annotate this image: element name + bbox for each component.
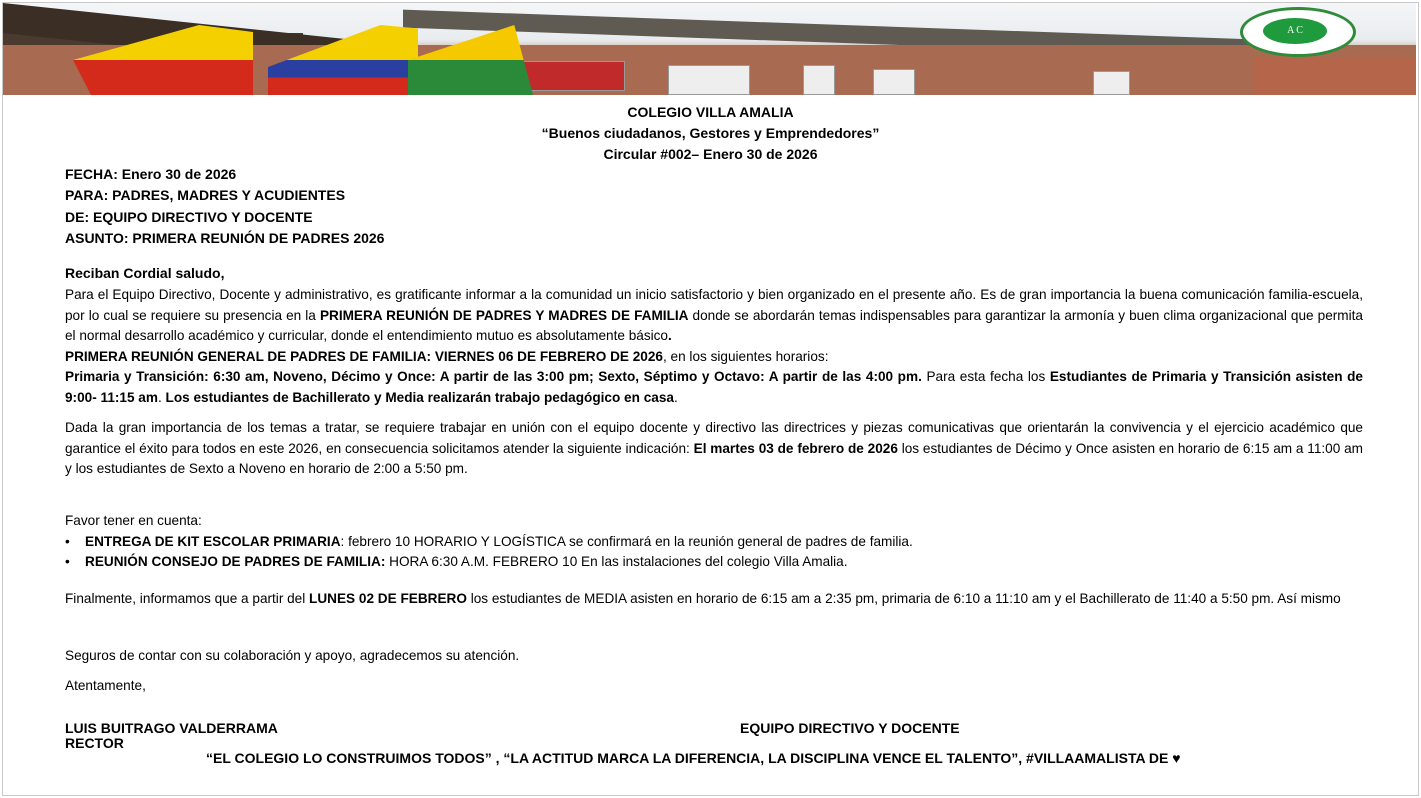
notes-intro: Favor tener en cuenta:	[65, 513, 202, 528]
list-item: • REUNIÓN CONSEJO DE PADRES DE FAMILIA: HORA 6:30 A.M. FEBRERO 10 En las instalaciones del colegio Villa Amalia.	[65, 552, 1363, 573]
signature-role: RECTOR	[65, 735, 124, 751]
paragraph-intro: Para el Equipo Directivo, Docente y administrativo, es gratificante informar a la comunidad un inicio satisfactorio y bien organizado en el presente año. Es de gran importancia la buena comunicación familia-escuela, por lo cual se requiere su presencia en la PRIMERA REUNIÓN DE PADRES Y MADRES DE FAMILIA donde se abordarán temas indispensables para garantizar la armonía y buen clima organizacional que permita el normal desarrollo académico y curricular, donde el entendimiento mutuo es absolutamente básico.	[65, 287, 1363, 343]
meta-para: PARA: PADRES, MADRES Y ACUDIENTES	[65, 187, 346, 203]
flag-icon	[408, 25, 533, 95]
meta-asunto: ASUNTO: PRIMERA REUNIÓN DE PADRES 2026	[65, 230, 385, 246]
school-logo: A C	[1240, 7, 1356, 57]
circular-number: Circular #002– Enero 30 de 2026	[603, 146, 818, 162]
meta-fecha: FECHA: Enero 30 de 2026	[65, 166, 237, 182]
school-motto: “Buenos ciudadanos, Gestores y Emprendedores”	[541, 125, 880, 141]
body-paragraphs	[65, 285, 1363, 480]
closing-regards: Atentamente,	[65, 678, 146, 693]
greeting: Reciban Cordial saludo,	[65, 265, 225, 281]
paragraph-meeting: PRIMERA REUNIÓN GENERAL DE PADRES DE FAMILIA: VIERNES 06 DE FEBRERO DE 2026, en los siguientes horarios:	[65, 348, 829, 364]
list-item: • ENTREGA DE KIT ESCOLAR PRIMARIA: febrero 10 HORARIO Y LOGÍSTICA se confirmará en la reunión general de padres de familia.	[65, 532, 1363, 553]
signature-team: EQUIPO DIRECTIVO Y DOCENTE	[740, 720, 960, 736]
signature-name: LUIS BUITRAGO VALDERRAMA	[65, 720, 278, 736]
footer-slogan: “EL COLEGIO LO CONSTRUIMOS TODOS” , “LA ACTITUD MARCA LA DIFERENCIA, LA DISCIPLINA VENCE EL TALENTO”, #VILLAAMALISTA DE ♥	[206, 750, 1181, 766]
school-name: COLEGIO VILLA AMALIA	[627, 104, 794, 120]
meta-de: DE: EQUIPO DIRECTIVO Y DOCENTE	[65, 209, 313, 225]
notes-section	[65, 511, 1363, 573]
paragraph-schedule: Primaria y Transición: 6:30 am, Noveno, Décimo y Once: A partir de las 3:00 pm; Sexto, Séptimo y Octavo: A partir de las 4:00 pm. Para esta fecha los Estudiantes de Primaria y Transición asisten de 9:00- 11:15 am. Los estudiantes de Bachillerato y Media realizarán trabajo pedagógico en casa.	[65, 369, 1363, 405]
closing-thanks: Seguros de contar con su colaboración y apoyo, agradecemos su atención.	[65, 648, 520, 663]
header-banner-photo	[3, 3, 1416, 95]
paragraph-final: Finalmente, informamos que a partir del LUNES 02 DE FEBRERO los estudiantes de MEDIA asisten en horario de 6:15 am a 2:35 pm, primaria de 6:10 a 11:10 am y el Bachillerato de 11:40 a 5:50 pm. Así mismo	[65, 591, 1341, 606]
paragraph-indication: Dada la gran importancia de los temas a tratar, se requiere trabajar en unión con el equipo docente y directivo las directrices y piezas comunicativas que orientarán la convivencia y el ejercicio académico que garantice el éxito para todos en este 2026, en consecuencia solicitamos atender la siguiente indicación: El martes 03 de febrero de 2026 los estudiantes de Décimo y Once asisten en horario de 6:15 am a 11:00 am y los estudiantes de Sexto a Noveno en horario de 2:00 a 5:50 pm.	[65, 420, 1364, 476]
